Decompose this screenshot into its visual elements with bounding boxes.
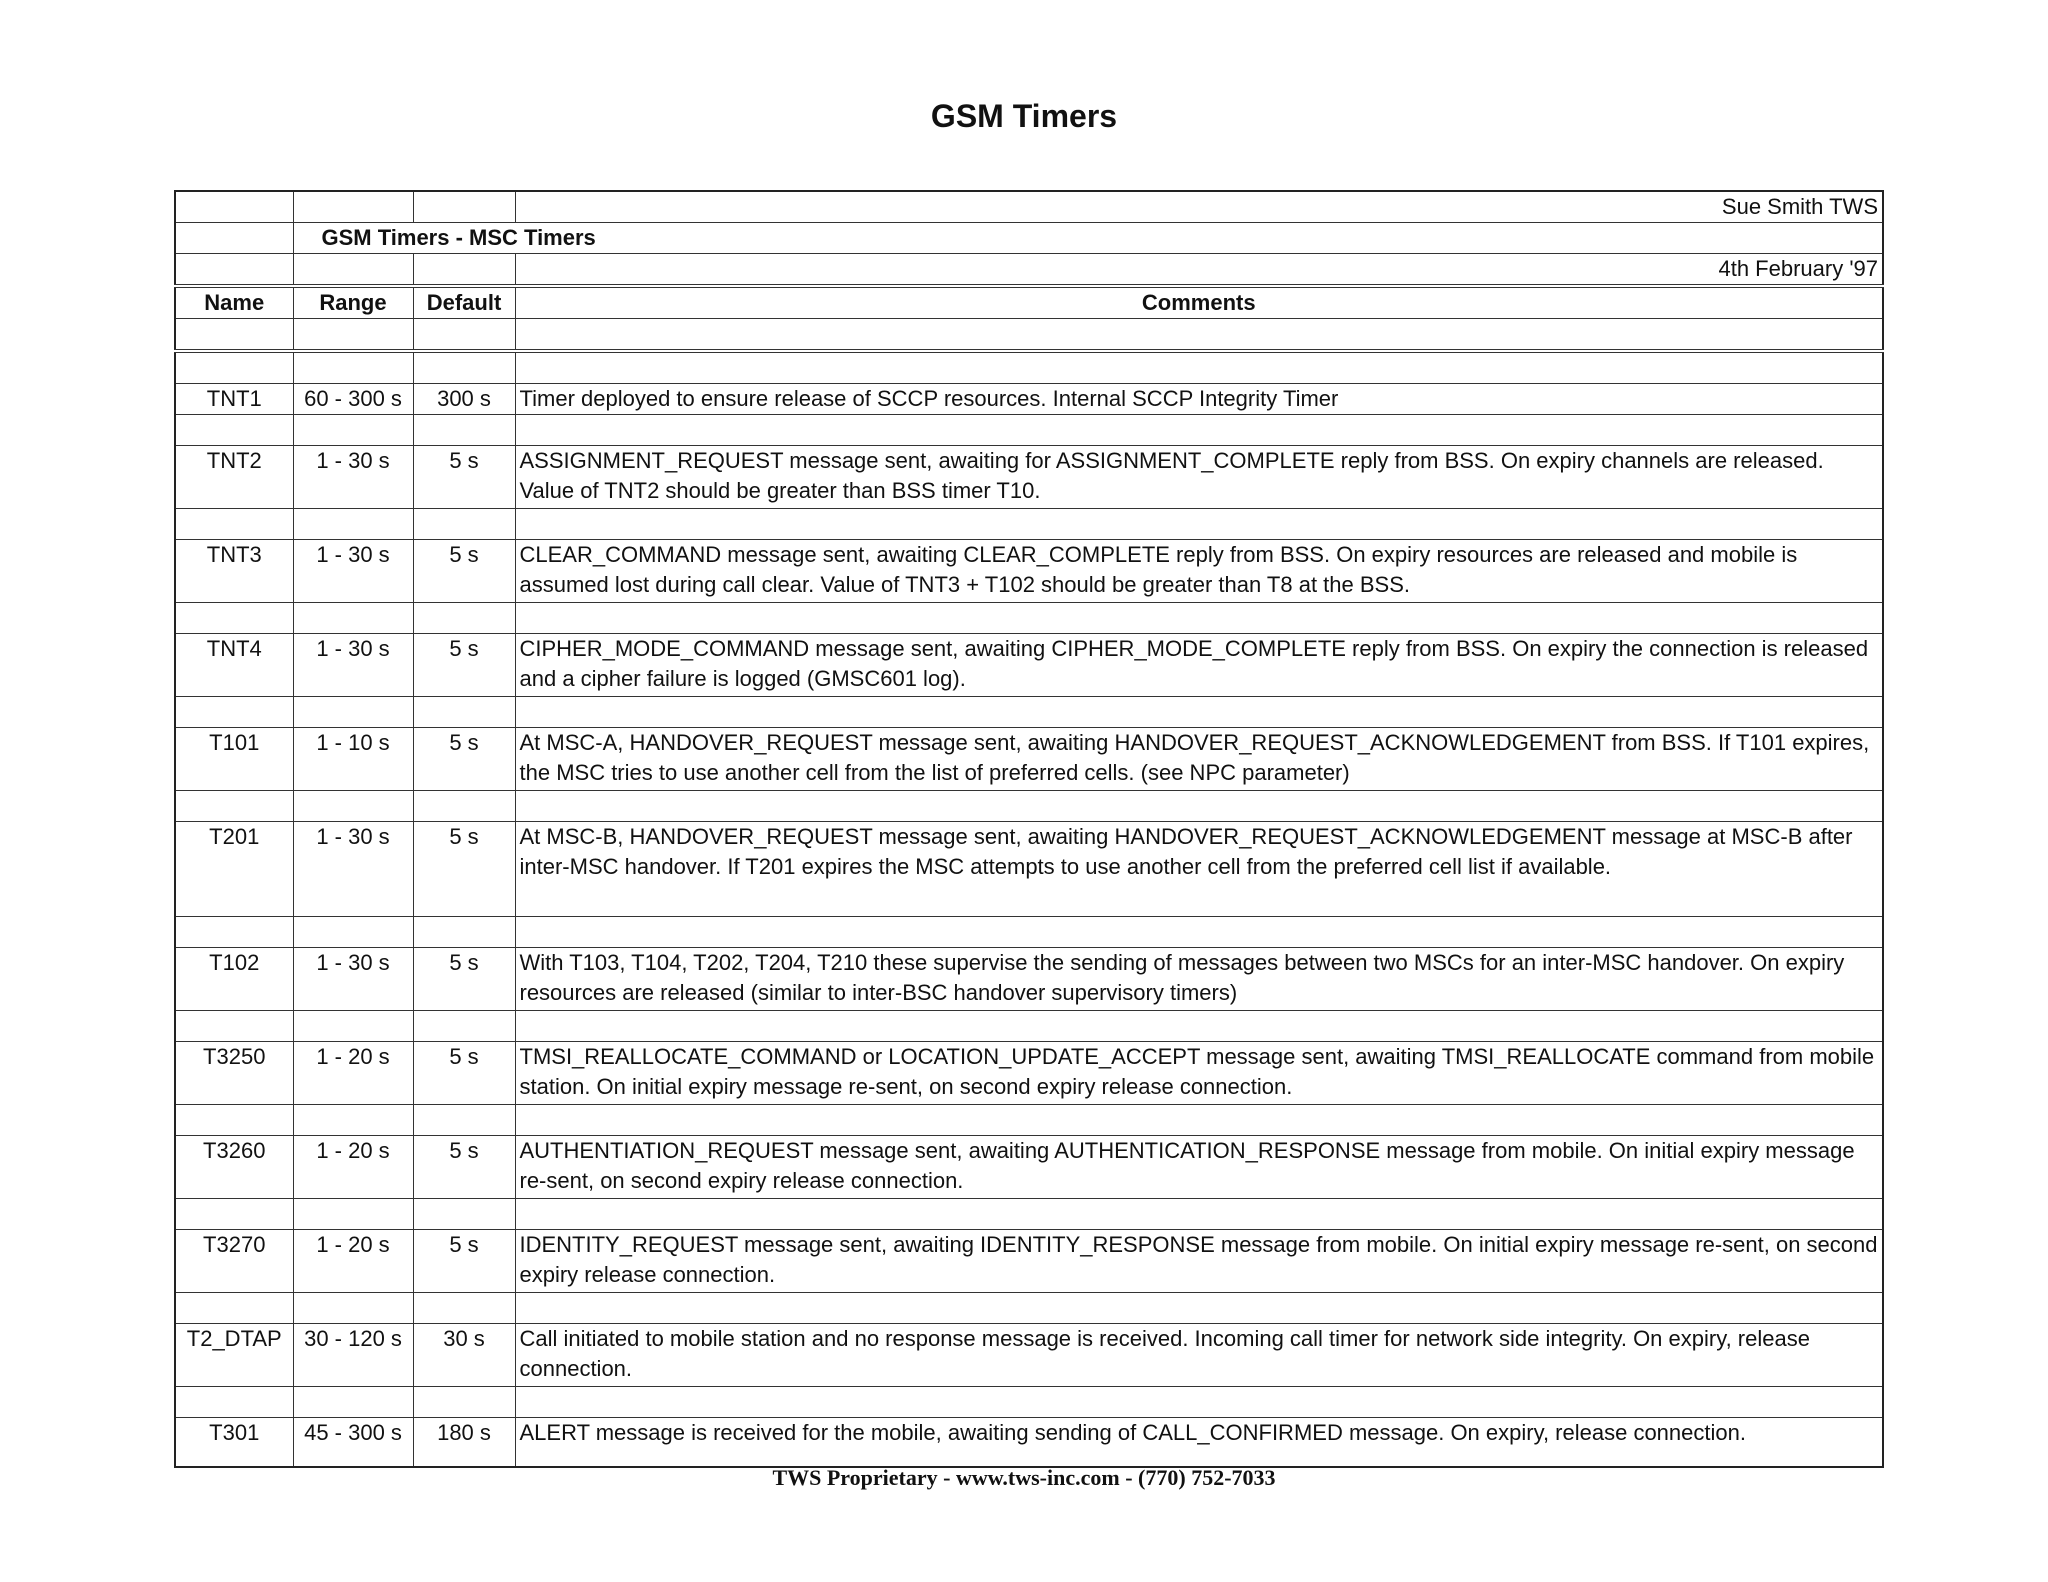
timer-name: TNT2 xyxy=(175,446,293,509)
timer-range: 60 - 300 s xyxy=(293,384,413,415)
gap-row xyxy=(175,1293,1883,1324)
table-row xyxy=(175,1324,1883,1387)
timer-comment: IDENTITY_REQUEST message sent, awaiting IDENTITY_RESPONSE message from mobile. On initial expiry message re-sent, on second expiry release connection. xyxy=(515,1230,1883,1293)
empty-cell xyxy=(175,223,293,254)
header-range: Range xyxy=(293,286,413,319)
timer-default: 5 s xyxy=(413,634,515,697)
empty-cell xyxy=(413,319,515,352)
timer-default: 5 s xyxy=(413,948,515,1011)
timer-range: 1 - 30 s xyxy=(293,948,413,1011)
empty-cell xyxy=(293,254,413,287)
table-row xyxy=(175,1230,1883,1293)
gap-row xyxy=(175,1199,1883,1230)
timer-sheet xyxy=(174,190,1882,1468)
timer-range: 1 - 30 s xyxy=(293,540,413,603)
timer-range: 1 - 30 s xyxy=(293,822,413,917)
timer-comment: ASSIGNMENT_REQUEST message sent, awaiting for ASSIGNMENT_COMPLETE reply from BSS. On expiry channels are released. Value of TNT2 should be greater than BSS timer T10. xyxy=(515,446,1883,509)
subtitle-cell xyxy=(293,223,1883,254)
table-row xyxy=(175,384,1883,415)
gap-row xyxy=(175,697,1883,728)
timer-comment: ALERT message is received for the mobile, awaiting sending of CALL_CONFIRMED message. On expiry, release connection. xyxy=(515,1418,1883,1468)
empty-cell xyxy=(413,191,515,223)
table-row xyxy=(175,948,1883,1011)
timer-range: 1 - 10 s xyxy=(293,728,413,791)
gap-row xyxy=(175,917,1883,948)
timer-name: TNT3 xyxy=(175,540,293,603)
gap-row xyxy=(175,509,1883,540)
timer-comment: At MSC-A, HANDOVER_REQUEST message sent, awaiting HANDOVER_REQUEST_ACKNOWLEDGEMENT from BSS. If T101 expires, the MSC tries to use another cell from the list of preferred cells. (see NPC parameter) xyxy=(515,728,1883,791)
gap-row xyxy=(175,791,1883,822)
gap-row xyxy=(175,1105,1883,1136)
timer-default: 30 s xyxy=(413,1324,515,1387)
gap-row xyxy=(175,1011,1883,1042)
timer-comment: With T103, T104, T202, T204, T210 these supervise the sending of messages between two MSCs for an inter-MSC handover. On expiry resources are released (similar to inter-BSC handover supervisory timers) xyxy=(515,948,1883,1011)
timer-default: 5 s xyxy=(413,822,515,917)
timer-default: 5 s xyxy=(413,1230,515,1293)
timer-default: 5 s xyxy=(413,540,515,603)
timer-comment: At MSC-B, HANDOVER_REQUEST message sent, awaiting HANDOVER_REQUEST_ACKNOWLEDGEMENT message at MSC-B after inter-MSC handover. If T201 expires the MSC attempts to use another cell from the preferred cell list if available. xyxy=(515,822,1883,917)
timer-range: 1 - 30 s xyxy=(293,634,413,697)
timer-range: 1 - 30 s xyxy=(293,446,413,509)
timer-range: 1 - 20 s xyxy=(293,1136,413,1199)
timer-default: 300 s xyxy=(413,384,515,415)
timer-comment: AUTHENTIATION_REQUEST message sent, awaiting AUTHENTICATION_RESPONSE message from mobile. On initial expiry message re-sent, on second expiry release connection. xyxy=(515,1136,1883,1199)
timer-default: 5 s xyxy=(413,1136,515,1199)
empty-cell xyxy=(175,319,293,352)
timer-name: T301 xyxy=(175,1418,293,1468)
page-footer: TWS Proprietary - www.tws-inc.com - (770) 752-7033 xyxy=(772,1465,1276,1490)
sheet-subtitle: GSM Timers - MSC Timers xyxy=(321,225,596,250)
table-row xyxy=(175,822,1883,917)
timer-comment: TMSI_REALLOCATE_COMMAND or LOCATION_UPDATE_ACCEPT message sent, awaiting TMSI_REALLOCATE command from mobile station. On initial expiry message re-sent, on second expiry release connection. xyxy=(515,1042,1883,1105)
header-spacer-row xyxy=(175,319,1883,352)
date-row xyxy=(175,254,1883,287)
timer-name: TNT4 xyxy=(175,634,293,697)
timer-name: T102 xyxy=(175,948,293,1011)
header-comments: Comments xyxy=(515,286,1883,319)
timer-comment: Timer deployed to ensure release of SCCP resources. Internal SCCP Integrity Timer xyxy=(515,384,1883,415)
empty-cell xyxy=(515,319,1883,352)
timer-name: T3250 xyxy=(175,1042,293,1105)
subtitle-row xyxy=(175,223,1883,254)
timer-name: TNT1 xyxy=(175,384,293,415)
table-row xyxy=(175,1042,1883,1105)
empty-cell xyxy=(413,254,515,287)
timer-range: 30 - 120 s xyxy=(293,1324,413,1387)
gap-row xyxy=(175,603,1883,634)
timer-table xyxy=(174,190,1884,1468)
table-row xyxy=(175,1136,1883,1199)
timer-comment: CIPHER_MODE_COMMAND message sent, awaiting CIPHER_MODE_COMPLETE reply from BSS. On expiry the connection is released and a cipher failure is logged (GMSC601 log). xyxy=(515,634,1883,697)
timer-name: T201 xyxy=(175,822,293,917)
gap-row xyxy=(175,1387,1883,1418)
table-row xyxy=(175,728,1883,791)
table-row xyxy=(175,1418,1883,1468)
page-title: GSM Timers xyxy=(930,98,1118,134)
header-default: Default xyxy=(413,286,515,319)
empty-cell xyxy=(175,191,293,223)
timer-name: T3270 xyxy=(175,1230,293,1293)
timer-range: 1 - 20 s xyxy=(293,1230,413,1293)
timer-name: T3260 xyxy=(175,1136,293,1199)
timer-comment: Call initiated to mobile station and no response message is received. Incoming call timer for network side integrity. On expiry, release connection. xyxy=(515,1324,1883,1387)
author-cell: Sue Smith TWS xyxy=(515,191,1883,223)
author-row xyxy=(175,191,1883,223)
header-name: Name xyxy=(175,286,293,319)
table-row xyxy=(175,634,1883,697)
timer-range: 45 - 300 s xyxy=(293,1418,413,1468)
table-row xyxy=(175,446,1883,509)
timer-default: 180 s xyxy=(413,1418,515,1468)
gap-row xyxy=(175,415,1883,446)
timer-default: 5 s xyxy=(413,446,515,509)
column-header-row xyxy=(175,286,1883,319)
gap-row xyxy=(175,351,1883,384)
empty-cell xyxy=(293,191,413,223)
empty-cell xyxy=(293,319,413,352)
timer-comment: CLEAR_COMMAND message sent, awaiting CLEAR_COMPLETE reply from BSS. On expiry resources are released and mobile is assumed lost during call clear. Value of TNT3 + T102 should be greater than T8 at the BSS. xyxy=(515,540,1883,603)
timer-default: 5 s xyxy=(413,728,515,791)
timer-default: 5 s xyxy=(413,1042,515,1105)
table-row xyxy=(175,540,1883,603)
timer-name: T101 xyxy=(175,728,293,791)
empty-cell xyxy=(175,254,293,287)
timer-name: T2_DTAP xyxy=(175,1324,293,1387)
timer-range: 1 - 20 s xyxy=(293,1042,413,1105)
date-cell: 4th February '97 xyxy=(515,254,1883,287)
